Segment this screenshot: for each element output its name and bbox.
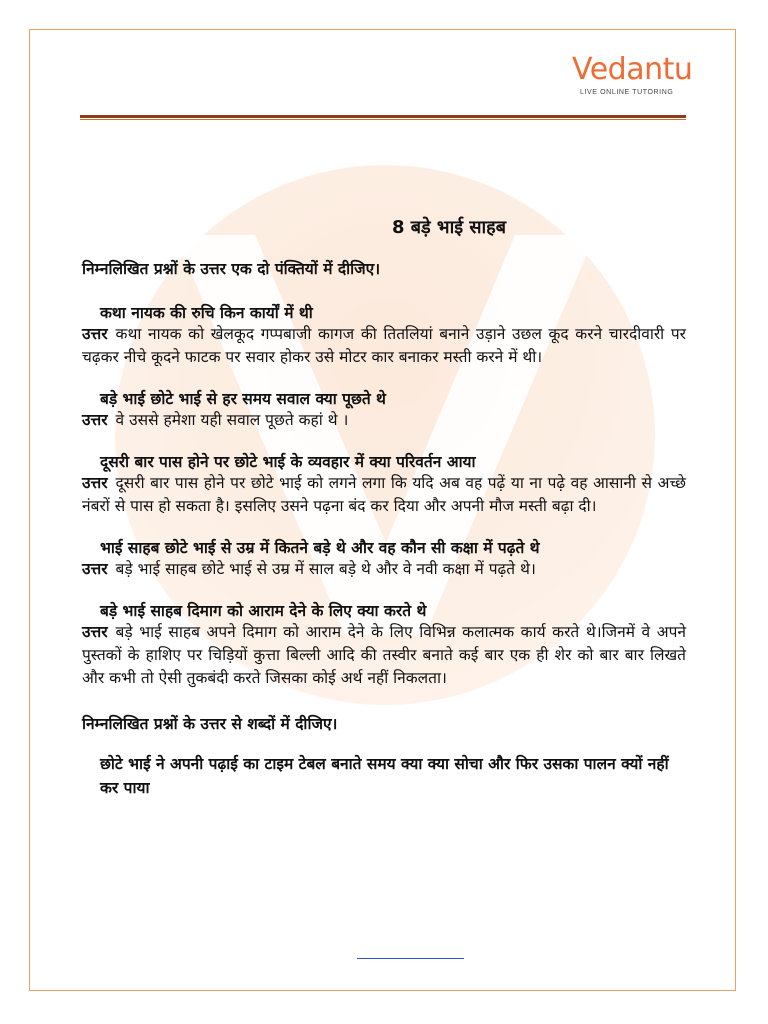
- answer-label: उत्तर: [82, 474, 108, 492]
- answer: [82, 409, 686, 432]
- vedantu-logo[interactable]: [572, 52, 693, 103]
- answer: [82, 621, 686, 690]
- answer: [82, 323, 686, 369]
- answer-label: उत्तर: [82, 325, 108, 343]
- qa-item: [82, 387, 686, 432]
- section-heading-long: निम्नलिखित प्रश्नों के उत्तर से शब्दों में दीजिए।: [82, 715, 338, 733]
- answer-label: उत्तर: [82, 411, 108, 429]
- answer: [82, 472, 686, 518]
- answer: [82, 558, 686, 581]
- answer-text: दूसरी बार पास होने पर छोटे भाई को लगने लगा कि यदि अब वह पढ़ें या ना पढ़े वह आसानी से अच्छे नंबरों से पास हो सकता है। इसलिए उसने पढ़ना बंद कर दिया और अपनी मौज मस्ती बढ़ा दी।: [82, 474, 686, 515]
- document-body: [82, 205, 686, 800]
- footer-link[interactable]: [357, 958, 464, 959]
- question: कथा नायक की रुचि किन कार्यों में थी: [100, 304, 313, 322]
- answer-text: बड़े भाई साहब अपने दिमाग को आराम देने के लिए विभिन्न कलात्मक कार्य करते थे।जिनमें वे अपने पुस्तकों के हाशिए पर चिड़ियों कुत्ता बिल्ली आदि की तस्वीर बनाते कई बार एक ही शेर को बार बार लिखते और कभी तो ऐसी तुकबंदी करते जिसका कोई अर्थ नहीं निकलता।: [82, 623, 686, 687]
- qa-item: [82, 450, 686, 518]
- qa-item: [82, 536, 686, 581]
- logo-wordmark: Vedantu: [572, 52, 693, 87]
- header-rule-thin: [80, 119, 686, 120]
- header-rule: [80, 115, 686, 118]
- chapter-title: 8 बड़े भाई साहब: [391, 217, 507, 238]
- answer-label: उत्तर: [82, 560, 108, 578]
- answer-text: कथा नायक को खेलकूद गप्पबाजी कागज की तितलियां बनाने उड़ाने उछल कूद करने चारदीवारी पर चढ़कर नीचे कूदने फाटक पर सवार होकर उसे मोटर कार बनाकर मस्ती करने में थी।: [82, 325, 686, 366]
- question: दूसरी बार पास होने पर छोटे भाई के व्यवहार में क्या परिवर्तन आया: [100, 453, 476, 471]
- question: बड़े भाई साहब दिमाग को आराम देने के लिए क्या करते थे: [100, 602, 427, 620]
- answer-label: उत्तर: [82, 623, 108, 641]
- section-heading-short: निम्नलिखित प्रश्नों के उत्तर एक दो पंक्तियों में दीजिए।: [82, 260, 381, 278]
- qa-item: [82, 599, 686, 690]
- question: छोटे भाई ने अपनी पढ़ाई का टाइम टेबल बनाते समय क्या क्या सोचा और फिर उसका पालन क्यों नहीं कर पाया: [100, 755, 669, 797]
- answer-text: वे उससे हमेशा यही सवाल पूछते कहां थे ।: [115, 411, 349, 429]
- qa-item: [82, 301, 686, 369]
- question: बड़े भाई छोटे भाई से हर समय सवाल क्या पूछते थे: [100, 390, 386, 408]
- question: भाई साहब छोटे भाई से उम्र में कितने बड़े थे और वह कौन सी कक्षा में पढ़ते थे: [100, 539, 540, 557]
- answer-text: बड़े भाई साहब छोटे भाई से उम्र में साल बड़े थे और वे नवी कक्षा में पढ़ते थे।: [115, 560, 536, 578]
- logo-tagline: LIVE ONLINE TUTORING: [580, 89, 674, 96]
